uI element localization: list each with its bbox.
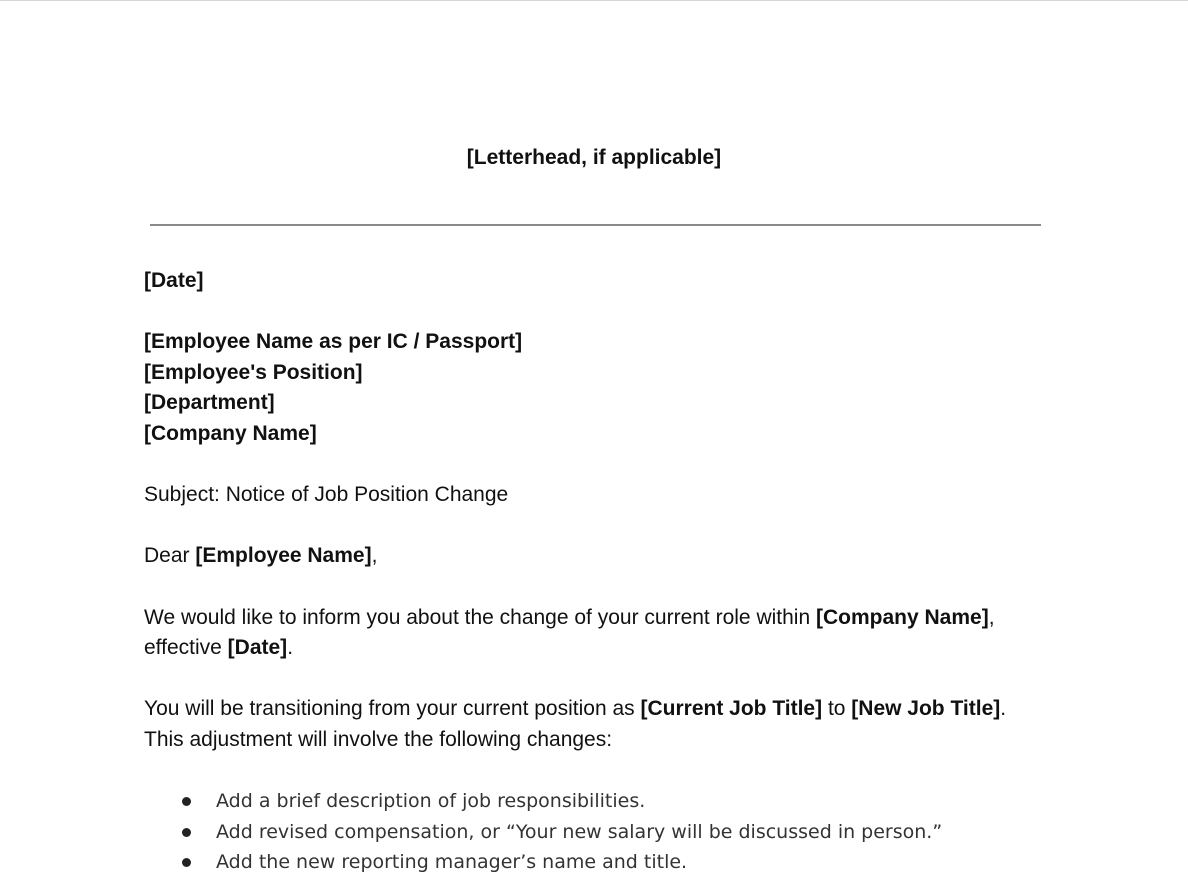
letter-body bbox=[144, 266, 1044, 878]
changes-list bbox=[144, 786, 1044, 878]
letter-date: [Date] bbox=[144, 269, 204, 292]
bullet-icon bbox=[182, 858, 191, 867]
salutation: Dear [Employee Name], bbox=[144, 544, 378, 568]
paragraph-role-change: We would like to inform you about the change of your current role within [Company Name], effective [Date]. bbox=[144, 605, 995, 660]
recipient-position: [Employee's Position] bbox=[144, 360, 363, 384]
recipient-block bbox=[144, 327, 1044, 449]
recipient-department: [Department] bbox=[144, 391, 275, 415]
page-top-border bbox=[0, 0, 1188, 1]
recipient-name: [Employee Name as per IC / Passport] bbox=[144, 330, 523, 354]
letterhead-divider bbox=[150, 224, 1041, 226]
paragraph-transition: You will be transitioning from your current position as [Current Job Title] to [New Job Title]. This adjustment will involve the following changes: bbox=[144, 697, 1007, 751]
subject-line: Subject: Notice of Job Position Change bbox=[144, 483, 509, 507]
list-item: Add revised compensation, or “Your new salary will be discussed in person.” bbox=[144, 817, 1044, 848]
list-item: Add the new reporting manager’s name and title. bbox=[144, 847, 1044, 878]
list-item: Add a brief description of job responsibilities. bbox=[144, 786, 1044, 817]
bullet-icon bbox=[182, 828, 191, 837]
letterhead: [Letterhead, if applicable] bbox=[466, 146, 722, 169]
bullet-icon bbox=[182, 797, 191, 806]
recipient-company: [Company Name] bbox=[144, 421, 317, 445]
